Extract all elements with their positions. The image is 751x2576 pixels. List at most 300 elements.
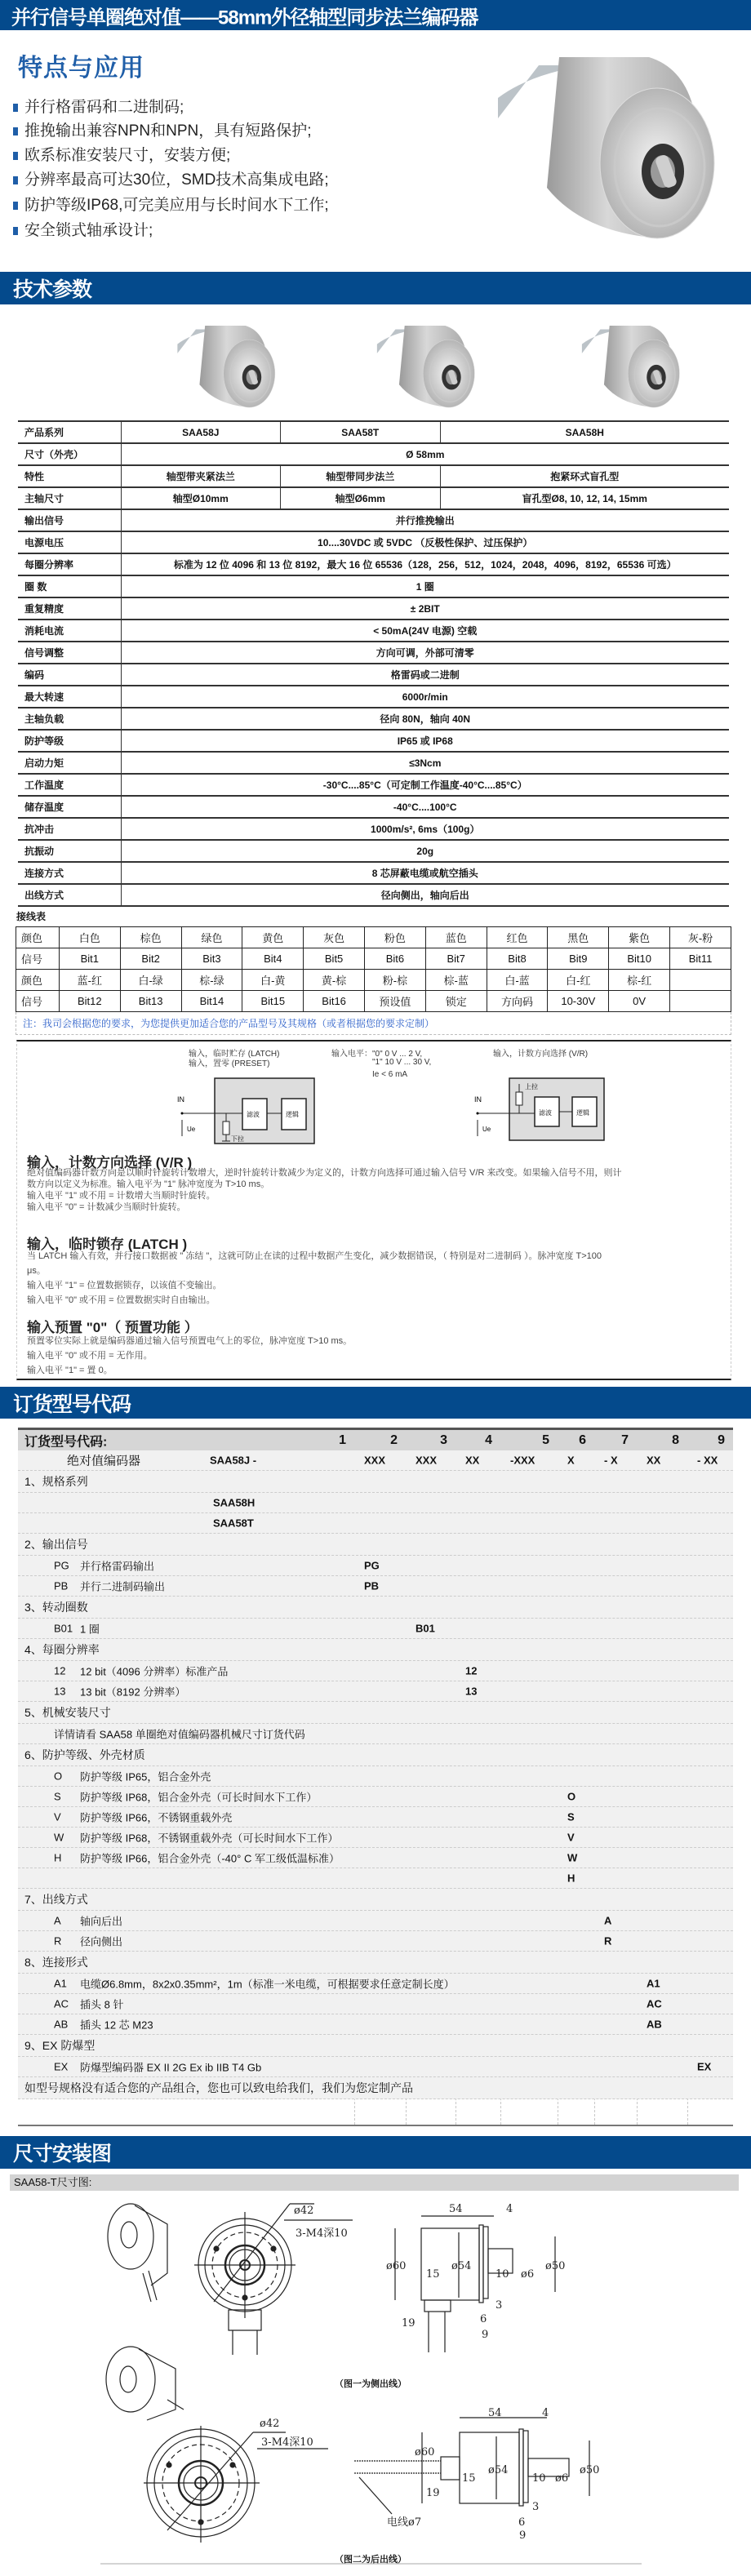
order-option-row xyxy=(18,1994,733,2014)
spec-value: 轴型带同步法兰 xyxy=(281,465,441,487)
svg-text:ø54: ø54 xyxy=(488,2464,509,2476)
svg-text:ø6: ø6 xyxy=(521,2268,535,2281)
svg-text:ø50: ø50 xyxy=(580,2464,600,2476)
spec-row xyxy=(18,708,729,730)
spec-row xyxy=(18,443,729,465)
order-base-code: - X xyxy=(604,1454,618,1467)
svg-text:3: 3 xyxy=(495,2299,503,2312)
option-code: 12 xyxy=(54,1664,66,1677)
input-section-text: 当 LATCH 输入有效，并行接口数据被 " 冻结 "，这就可防止在读的过程中数据产生变化，减少数据错误，（ 特别是对二进制码 ）。脉冲宽度 T>100 xyxy=(27,1251,602,1261)
section-order-code xyxy=(0,1387,751,1419)
option-description: 13 bit（8192 分辨率） xyxy=(80,1686,186,1699)
wiring-cell: Bit6 xyxy=(365,948,426,970)
option-code: PB xyxy=(54,1579,69,1592)
spec-row xyxy=(18,818,729,840)
order-category-row xyxy=(18,1639,733,1661)
option-value: SAA58T xyxy=(213,1517,254,1530)
svg-text:ø42: ø42 xyxy=(260,2418,280,2430)
spec-label: 消耗电流 xyxy=(18,620,121,642)
section-title: 订货型号代码 xyxy=(13,1392,131,1416)
wiring-row xyxy=(16,927,731,948)
spec-label: 最大转速 xyxy=(18,686,121,708)
input-section-text: 预置零位实际上就是编码器通过输入信号预置电气上的零位，脉冲宽度 T>10 ms。 xyxy=(27,1336,353,1346)
wiring-cell: Bit4 xyxy=(242,948,304,970)
order-header-label: 订货型号代码: xyxy=(24,1435,108,1449)
option-code: A xyxy=(54,1914,61,1927)
svg-text:滤波: 滤波 xyxy=(247,1111,260,1118)
option-description: 防爆型编码器 EX II 2G Ex ib IIB T4 Gb xyxy=(80,2061,262,2074)
option-value: B01 xyxy=(415,1622,435,1635)
input-section-title: 输入，计数方向选择 (V/R ) xyxy=(27,1155,193,1170)
iso-sketch-side-cable xyxy=(108,2204,167,2302)
svg-text:6: 6 xyxy=(480,2313,487,2325)
order-category-label: 2、输出信号 xyxy=(24,1538,88,1551)
order-option-row xyxy=(18,1681,733,1702)
wiring-cell: 绿色 xyxy=(181,927,242,948)
spec-value: 20g xyxy=(121,840,729,862)
section-dimensions xyxy=(0,2136,751,2169)
wiring-row xyxy=(16,948,731,970)
option-code: O xyxy=(54,1770,63,1783)
spec-label: 防护等级 xyxy=(18,730,121,752)
feature-item xyxy=(13,167,329,189)
spec-label: 出线方式 xyxy=(18,884,121,906)
order-column-number: 1 xyxy=(339,1432,346,1447)
option-code: EX xyxy=(54,2060,69,2073)
input-current: Ie < 6 mA xyxy=(372,1070,408,1079)
spec-label: 连接方式 xyxy=(18,862,121,884)
svg-text:3-M4深10: 3-M4深10 xyxy=(296,2227,348,2240)
order-base-code: - XX xyxy=(697,1454,718,1467)
svg-text:IN: IN xyxy=(474,1095,482,1104)
spec-label: 输出信号 xyxy=(18,509,121,531)
option-code: S xyxy=(54,1790,61,1803)
svg-text:逻辑: 逻辑 xyxy=(286,1111,299,1118)
order-category-label: 5、机械安装尺寸 xyxy=(24,1706,111,1719)
page-title-bar xyxy=(0,0,751,30)
svg-text:9: 9 xyxy=(519,2529,527,2542)
spec-label: 产品系列 xyxy=(18,421,121,443)
page-title: 并行信号单圈绝对值——58mm外径轴型同步法兰编码器 xyxy=(11,7,478,29)
wiring-note: 注：我司会根据您的要求，为您提供更加适合您的产品型号及其规格（或者根据您的要求定制） xyxy=(16,1012,731,1035)
wiring-cell: 0V xyxy=(609,991,670,1012)
order-base-code: XXX xyxy=(415,1454,438,1467)
spec-value: 8 芯屏蔽电缆或航空插头 xyxy=(121,862,729,884)
figure-caption-1: （图一为侧出线） xyxy=(335,2379,407,2389)
spec-value: 6000r/min xyxy=(121,686,729,708)
order-base-code: X xyxy=(567,1454,575,1467)
input-level-0: 输入电平："0" 0 V ... 2 V, xyxy=(331,1050,423,1059)
input-section-text: μs。 xyxy=(27,1266,46,1276)
svg-text:Ue: Ue xyxy=(482,1126,491,1133)
wiring-cell: Bit11 xyxy=(670,948,731,970)
order-option-row xyxy=(18,1931,733,1952)
order-column-number: 3 xyxy=(440,1432,447,1447)
wiring-cell: 白-蓝 xyxy=(487,970,548,991)
input-section-text: 输入电平 "1" 或不用 = 计数增大当顺时针旋转。 xyxy=(27,1191,216,1201)
figure-caption-2: （图二为后出线） xyxy=(335,2555,407,2565)
order-category-row xyxy=(18,1534,733,1556)
spec-value: IP65 或 IP68 xyxy=(121,730,729,752)
spec-row xyxy=(18,597,729,620)
option-description: 径向侧出 xyxy=(80,1935,123,1948)
order-option-row xyxy=(18,1556,733,1576)
order-option-row xyxy=(18,1661,733,1681)
order-category-label: 9、EX 防爆型 xyxy=(24,2039,96,2052)
order-column-number: 7 xyxy=(621,1432,629,1447)
square-bullet-icon xyxy=(13,152,18,160)
order-category-row xyxy=(18,1597,733,1619)
svg-text:3: 3 xyxy=(532,2501,540,2513)
spec-value: -40°C....100°C xyxy=(121,796,729,818)
svg-text:ø42: ø42 xyxy=(294,2205,314,2217)
order-header-row xyxy=(18,1428,733,1450)
option-value: S xyxy=(567,1810,575,1823)
wiring-cell: 黄色 xyxy=(242,927,304,948)
wiring-row-label: 颜色 xyxy=(16,970,60,991)
wiring-cell: Bit1 xyxy=(59,948,120,970)
spec-label: 工作温度 xyxy=(18,774,121,796)
input-section-text: 绝对值编码器计数方向是以顺时针旋转计数增大，逆时针旋转计数减少为定义的，计数方向选择可通过输入信号 V/R 来改变。如果输入信号不用，则计 xyxy=(27,1168,622,1178)
option-description: 1 圈 xyxy=(80,1623,100,1636)
wiring-cell: 蓝-红 xyxy=(59,970,120,991)
spec-value: 1000m/s², 6ms（100g） xyxy=(121,818,729,840)
svg-text:4: 4 xyxy=(506,2203,513,2215)
dimension-subtitle: SAA58-T尺寸图: xyxy=(10,2174,739,2191)
order-column-number: 6 xyxy=(579,1432,586,1447)
wiring-cell: 蓝色 xyxy=(425,927,487,948)
order-option-row xyxy=(18,2014,733,2035)
product-photo-saa58h xyxy=(567,318,692,412)
order-base-row xyxy=(18,1450,733,1471)
spec-value: 格雷码或二进制 xyxy=(121,664,729,686)
wiring-note-row xyxy=(16,1012,731,1035)
input-level-1: "1" 10 V ... 30 V, xyxy=(372,1058,432,1067)
wiring-cell: Bit7 xyxy=(425,948,487,970)
svg-text:6: 6 xyxy=(518,2516,526,2529)
svg-text:电线ø7: 电线ø7 xyxy=(387,2516,422,2529)
option-code: AC xyxy=(54,1997,69,2010)
wiring-cell: 灰-粉 xyxy=(670,927,731,948)
order-category-row xyxy=(18,1952,733,1974)
spec-label: 抗冲击 xyxy=(18,818,121,840)
option-description: 防护等级 IP66，铝合金外壳（-40° C 军工级低温标准） xyxy=(80,1852,340,1865)
option-code: B01 xyxy=(54,1622,73,1635)
option-code: A1 xyxy=(54,1977,67,1990)
order-option-row xyxy=(18,1828,733,1848)
spec-label: 信号调整 xyxy=(18,642,121,664)
option-value: A1 xyxy=(647,1977,660,1990)
option-value: H xyxy=(567,1872,575,1885)
wiring-cell: Bit15 xyxy=(242,991,304,1012)
svg-text:4: 4 xyxy=(542,2407,549,2419)
spec-row xyxy=(18,531,729,553)
spec-value: 10....30VDC 或 5VDC （反极性保护、过压保护） xyxy=(121,531,729,553)
feature-text: 防护等级IP68,可完美应用与长时间水下工作; xyxy=(24,197,329,214)
vr-input-label: 输入，计数方向选择 (V/R) xyxy=(493,1050,589,1059)
spec-value: Ø 58mm xyxy=(121,443,729,465)
feature-text: 安全锁式轴承设计; xyxy=(24,222,153,239)
order-column-number: 8 xyxy=(672,1432,679,1447)
feature-item xyxy=(13,193,329,215)
spec-row xyxy=(18,686,729,708)
order-option-row xyxy=(18,1619,733,1639)
option-code: H xyxy=(54,1851,62,1864)
feature-item xyxy=(13,218,153,240)
wiring-cell: 紫色 xyxy=(609,927,670,948)
wiring-cell: Bit5 xyxy=(304,948,365,970)
wiring-cell: Bit12 xyxy=(59,991,120,1012)
option-value: PG xyxy=(364,1559,380,1572)
spec-row xyxy=(18,796,729,818)
order-option-row xyxy=(18,1724,733,1744)
order-category-label: 3、转动圈数 xyxy=(24,1601,88,1614)
wiring-cell: Bit2 xyxy=(120,948,181,970)
svg-text:15: 15 xyxy=(426,2268,440,2281)
product-photo-saa58t xyxy=(362,318,488,412)
wiring-cell: 预设值 xyxy=(365,991,426,1012)
spec-value: 抱紧环式盲孔型 xyxy=(440,465,729,487)
input-section-text: 输入电平 "1" = 置 0。 xyxy=(27,1366,113,1375)
wiring-row xyxy=(16,970,731,991)
option-description: 轴向后出 xyxy=(80,1915,123,1928)
wiring-cell: 棕-绿 xyxy=(181,970,242,991)
spec-value: SAA58J xyxy=(121,421,281,443)
spec-row xyxy=(18,421,729,443)
input-section-text: 输入电平 "0" 或不用 = 无作用。 xyxy=(27,1351,153,1361)
wiring-cell: 白-绿 xyxy=(120,970,181,991)
order-option-row xyxy=(18,1974,733,1994)
option-description: 防护等级 IP66，不锈钢重载外壳 xyxy=(80,1811,233,1824)
spec-label: 抗振动 xyxy=(18,840,121,862)
wiring-cell: 白色 xyxy=(59,927,120,948)
option-value: AB xyxy=(647,2018,662,2031)
order-category-row xyxy=(18,1889,733,1911)
wiring-cell: Bit14 xyxy=(181,991,242,1012)
square-bullet-icon xyxy=(13,127,18,135)
order-category-label: 7、出线方式 xyxy=(24,1893,88,1906)
spec-value: 方向可调，外部可清零 xyxy=(121,642,729,664)
input-section-text: 输入电平 "1" = 位置数据锁存，以该值不变输出。 xyxy=(27,1281,222,1290)
option-value: W xyxy=(567,1851,578,1864)
wiring-cell: 方向码 xyxy=(487,991,548,1012)
spec-row xyxy=(18,509,729,531)
side-view-2 xyxy=(354,2418,589,2514)
svg-text:15: 15 xyxy=(462,2472,476,2485)
feature-text: 分辨率最高可达30位，SMD技术高集成电路; xyxy=(24,171,329,189)
wiring-cell: 黄-棕 xyxy=(304,970,365,991)
spec-value: < 50mA(24V 电源) 空载 xyxy=(121,620,729,642)
option-value: EX xyxy=(697,2060,712,2073)
spec-value: ± 2BIT xyxy=(121,597,729,620)
feature-text: 欧系标准安装尺寸，安装方便; xyxy=(24,147,231,164)
svg-text:54: 54 xyxy=(449,2203,463,2215)
spec-label: 圈 数 xyxy=(18,575,121,597)
svg-text:ø6: ø6 xyxy=(555,2472,569,2485)
wiring-title: 接线表 xyxy=(16,911,47,922)
order-category-label: 8、连接形式 xyxy=(24,1956,88,1969)
feature-item xyxy=(13,118,312,140)
pulldown-circuit-diagram xyxy=(164,1074,327,1156)
option-value: AC xyxy=(647,1997,662,2010)
spec-value: ≤3Ncm xyxy=(121,752,729,774)
spec-row xyxy=(18,487,729,509)
order-category-label: 4、每圈分辨率 xyxy=(24,1643,100,1656)
wiring-row-label: 信号 xyxy=(16,991,60,1012)
spec-label: 编码 xyxy=(18,664,121,686)
input-section-text: 输入电平 "0" 或不用 = 位置数据实时自由输出。 xyxy=(27,1295,216,1305)
svg-text:逻辑: 逻辑 xyxy=(576,1109,589,1117)
iso-sketch-rear-cable xyxy=(106,2347,184,2420)
spec-label: 主轴负载 xyxy=(18,708,121,730)
spec-value: SAA58H xyxy=(440,421,729,443)
order-column-number: 9 xyxy=(718,1432,725,1447)
option-description: 防护等级 IP65，铝合金外壳 xyxy=(80,1770,211,1783)
tech-spec-table xyxy=(18,420,729,907)
wiring-cell: 灰色 xyxy=(304,927,365,948)
order-option-row xyxy=(18,1868,733,1889)
order-category-label: 如型号规格没有适合您的产品组合，您也可以致电给我们，我们为您定制产品 xyxy=(24,2081,413,2094)
option-description: 插头 12 芯 M23 xyxy=(80,2019,153,2032)
input-section-text: 输入电平 "0" = 计数减少当顺时针旋转。 xyxy=(27,1202,186,1212)
input-description-panel xyxy=(16,1040,731,1380)
order-base-code: XXX xyxy=(364,1454,386,1467)
spec-value: 径向 80N，轴向 40N xyxy=(121,708,729,730)
svg-text:54: 54 xyxy=(488,2407,502,2419)
wiring-cell: 10-30V xyxy=(548,991,609,1012)
encoder-product-photo xyxy=(482,41,727,249)
order-base-code: XX xyxy=(647,1454,661,1467)
wiring-cell: Bit8 xyxy=(487,948,548,970)
order-category-label: 6、防护等级、外壳材质 xyxy=(24,1748,145,1761)
wiring-cell: 粉色 xyxy=(365,927,426,948)
svg-text:IN: IN xyxy=(177,1095,184,1104)
option-description: 并行格雷码输出 xyxy=(80,1560,155,1573)
spec-label: 特性 xyxy=(18,465,121,487)
wiring-cell: Bit16 xyxy=(304,991,365,1012)
wiring-cell: Bit10 xyxy=(609,948,670,970)
feature-item xyxy=(13,95,184,117)
spec-row xyxy=(18,664,729,686)
spec-label: 电源电压 xyxy=(18,531,121,553)
order-category-row xyxy=(18,1702,733,1724)
square-bullet-icon xyxy=(13,176,18,184)
latch-input-label: 输入，临时贮存 (LATCH) xyxy=(189,1050,280,1059)
option-description: 详情请看 SAA58 单圈绝对值编码器机械尺寸订货代码 xyxy=(54,1728,305,1741)
svg-text:Ue: Ue xyxy=(187,1126,196,1133)
order-column-number: 5 xyxy=(542,1432,549,1447)
order-base-label: 绝对值编码器 xyxy=(67,1454,141,1468)
spec-value: 标准为 12 位 4096 和 13 位 8192，最大 16 位 65536（128，256，512，1024，2048，4096，8192，65536 可选） xyxy=(121,553,729,575)
order-base-code: -XXX xyxy=(510,1454,535,1467)
wiring-cell: 黑色 xyxy=(548,927,609,948)
spec-row xyxy=(18,752,729,774)
svg-text:19: 19 xyxy=(402,2317,415,2330)
spec-row xyxy=(18,840,729,862)
spec-row xyxy=(18,620,729,642)
spec-row xyxy=(18,862,729,884)
order-option-row xyxy=(18,1787,733,1807)
wiring-cell: 棕-蓝 xyxy=(425,970,487,991)
svg-text:9: 9 xyxy=(482,2329,489,2341)
option-code: PG xyxy=(54,1559,69,1572)
spec-value: 盲孔型Ø8, 10, 12, 14, 15mm xyxy=(440,487,729,509)
option-value: A xyxy=(604,1914,612,1927)
spec-row xyxy=(18,575,729,597)
order-option-row xyxy=(18,1807,733,1828)
svg-text:10: 10 xyxy=(495,2268,509,2281)
square-bullet-icon xyxy=(13,202,18,210)
spec-value: 轴型带夹紧法兰 xyxy=(121,465,281,487)
wiring-cell: Bit13 xyxy=(120,991,181,1012)
wiring-cell: 棕-红 xyxy=(609,970,670,991)
wiring-cell: 锁定 xyxy=(425,991,487,1012)
option-value: V xyxy=(567,1831,575,1844)
order-category-row xyxy=(18,1471,733,1493)
spec-label: 尺寸（外壳） xyxy=(18,443,121,465)
section-title: 技术参数 xyxy=(13,278,92,301)
svg-text:上拉: 上拉 xyxy=(525,1083,538,1090)
wiring-cell: 白-黄 xyxy=(242,970,304,991)
option-code: AB xyxy=(54,2018,69,2031)
spec-value: 轴型Ø6mm xyxy=(281,487,441,509)
option-description: 防护等级 IP68，不锈钢重载外壳（可长时间水下工作） xyxy=(80,1832,339,1845)
features-title: 特点与应用 xyxy=(18,55,144,82)
spec-label: 启动力矩 xyxy=(18,752,121,774)
pullup-circuit-diagram xyxy=(458,1074,621,1156)
wiring-cell: 粉-棕 xyxy=(365,970,426,991)
wiring-cell: 红色 xyxy=(487,927,548,948)
spec-value: 径向侧出，轴向后出 xyxy=(121,884,729,906)
wiring-cell: Bit3 xyxy=(181,948,242,970)
svg-text:19: 19 xyxy=(426,2487,440,2499)
option-code: V xyxy=(54,1810,61,1823)
order-column-number: 4 xyxy=(485,1432,492,1447)
option-description: 电缆Ø6.8mm，8x2x0.35mm²，1m（标准一米电缆，可根据要求任意定制长度） xyxy=(80,1978,455,1991)
option-code: 13 xyxy=(54,1685,66,1698)
input-section-title: 输入，临时锁存 (LATCH ) xyxy=(27,1237,188,1252)
svg-text:ø60: ø60 xyxy=(386,2260,407,2272)
order-category-label: 1、规格系列 xyxy=(24,1475,88,1488)
feature-text: 并行格雷码和二进制码; xyxy=(24,99,184,116)
wiring-row-label: 颜色 xyxy=(16,927,60,948)
option-value: PB xyxy=(364,1579,380,1592)
order-option-row xyxy=(18,1848,733,1868)
option-value: 13 xyxy=(465,1685,478,1698)
order-category-row xyxy=(18,2035,733,2057)
spec-value: SAA58T xyxy=(281,421,441,443)
spec-row xyxy=(18,884,729,906)
spec-label: 每圈分辨率 xyxy=(18,553,121,575)
spec-row xyxy=(18,642,729,664)
input-section-title: 输入预置 "0"（ 预置功能 ） xyxy=(27,1320,198,1335)
order-base-code: XX xyxy=(465,1454,480,1467)
order-option-row xyxy=(18,1911,733,1931)
option-description: 12 bit（4096 分辨率）标准产品 xyxy=(80,1665,229,1678)
order-option-row xyxy=(18,2057,733,2077)
product-photo-saa58j xyxy=(163,318,287,412)
svg-text:ø54: ø54 xyxy=(451,2260,472,2272)
wiring-row-label: 信号 xyxy=(16,948,60,970)
spec-label: 重复精度 xyxy=(18,597,121,620)
order-code-table xyxy=(18,1428,733,2126)
spec-row xyxy=(18,774,729,796)
svg-text:ø50: ø50 xyxy=(545,2260,566,2272)
svg-text:3-M4深10: 3-M4深10 xyxy=(261,2436,313,2449)
svg-text:下拉: 下拉 xyxy=(231,1135,244,1143)
front-view-1 xyxy=(194,2204,353,2355)
wiring-table xyxy=(16,926,731,1035)
